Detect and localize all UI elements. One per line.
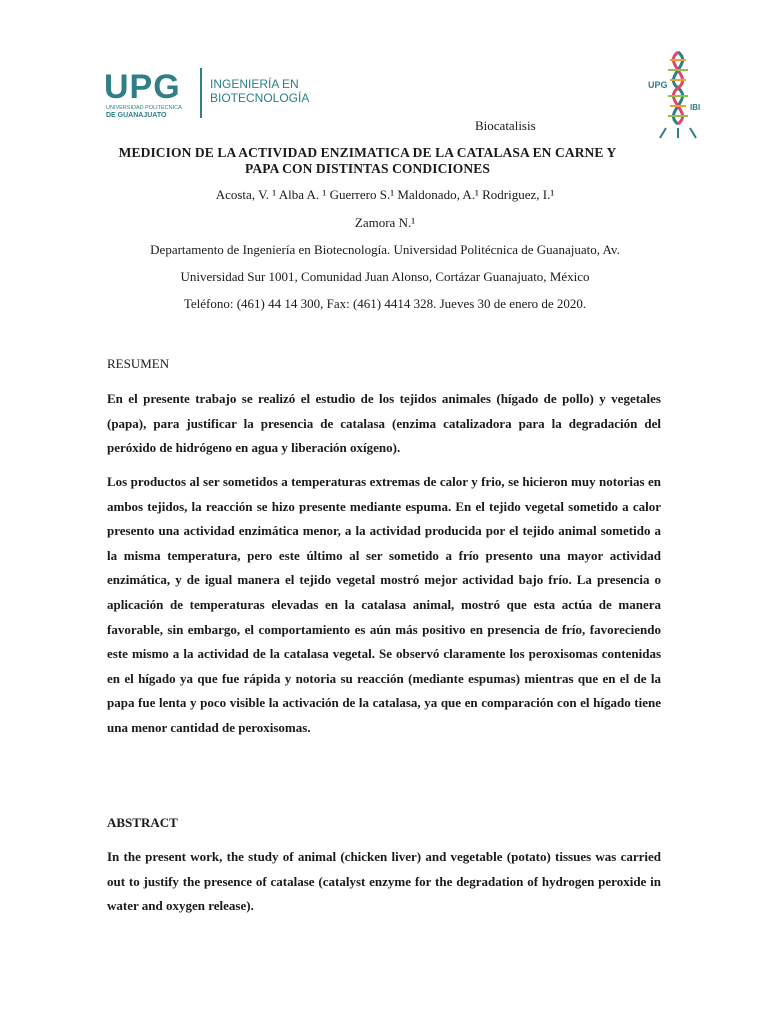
affiliation-line-3: Teléfono: (461) 44 14 300, Fax: (461) 4414 328. Jueves 30 de enero de 2020. <box>183 296 587 311</box>
affiliation-line-1: Departamento de Ingeniería en Biotecnología. Universidad Politécnica de Guanajuato, Av. <box>150 242 620 257</box>
resumen-heading: RESUMEN <box>107 356 170 371</box>
resumen-paragraph-2: Los productos al ser sometidos a temperaturas extremas de calor y frio, se hicieron muy notorias en ambos tejidos, la reacción se hizo presente mediante espuma. En el tejido vegetal sometido a calor presento una actividad enzimática menor, a la actividad producida por el tejido animal sometido a la misma temperatura, pero este último al ser sometido a frío presento una mayor actividad enzimática, y de igual manera el tejido vegetal mostró mejor actividad bajo frío. La presencia o aplicación de temperaturas elevadas en la catalasa animal, mostró que esta actúa de manera favorable, sin embargo, el comportamiento es aún más positivo en presencia de frío, favoreciendo este mismo a la actividad de la catalasa vegetal. Se observó claramente los peroxisomas contenidas en el hígado ya que fue rápida y notoria su reacción (mediante espumas) mientras que en el de la papa fue lenta y poco visible la activación de la catalasa, ya que en comparación con el hígado tiene una menor cantidad de peroxisomas. <box>107 474 661 735</box>
dna-logo <box>646 48 708 140</box>
authors-line-1: Acosta, V. ¹ Alba A. ¹ Guerrero S.¹ Maldonado, A.¹ Rodriguez, I.¹ <box>215 187 555 202</box>
course-name: Biocatalisis <box>475 118 536 133</box>
paper-title: MEDICION DE LA ACTIVIDAD ENZIMATICA DE LA CATALASA EN CARNE Y PAPA CON DISTINTAS CONDICIONES <box>118 145 617 176</box>
logo-divider <box>200 68 202 118</box>
abstract-paragraph-1: In the present work, the study of animal (chicken liver) and vegetable (potato) tissues was carried out to justify the presence of catalase (catalyst enzyme for the degradation of hydrogen peroxide in water and oxygen release). <box>107 849 661 914</box>
authors-line-2: Zamora N.¹ <box>354 215 416 230</box>
dna-logo-letters: UPG <box>648 80 668 90</box>
dna-logo-tag: IBI <box>690 103 701 112</box>
logo-program-line2: BIOTECNOLOGÍA <box>210 91 310 105</box>
logo-university-line2: DE GUANAJUATO <box>106 112 167 119</box>
university-logo <box>104 66 334 122</box>
abstract-heading: ABSTRACT <box>107 815 178 830</box>
affiliation-line-2: Universidad Sur 1001, Comunidad Juan Alonso, Cortázar Guanajuato, México <box>180 269 590 284</box>
logo-letters: UPG <box>104 68 181 106</box>
logo-university-line1: UNIVERSIDAD POLITÉCNICA <box>106 105 182 111</box>
dna-helix-icon <box>660 52 696 138</box>
resumen-paragraph-1: En el presente trabajo se realizó el estudio de los tejidos animales (hígado de pollo) y vegetales (papa), para justificar la presencia de catalasa (enzima catalizadora para la degradación del peróxido de hidrógeno en agua y liberación oxígeno). <box>107 391 661 456</box>
logo-program-line1: INGENIERÍA EN <box>210 77 299 91</box>
